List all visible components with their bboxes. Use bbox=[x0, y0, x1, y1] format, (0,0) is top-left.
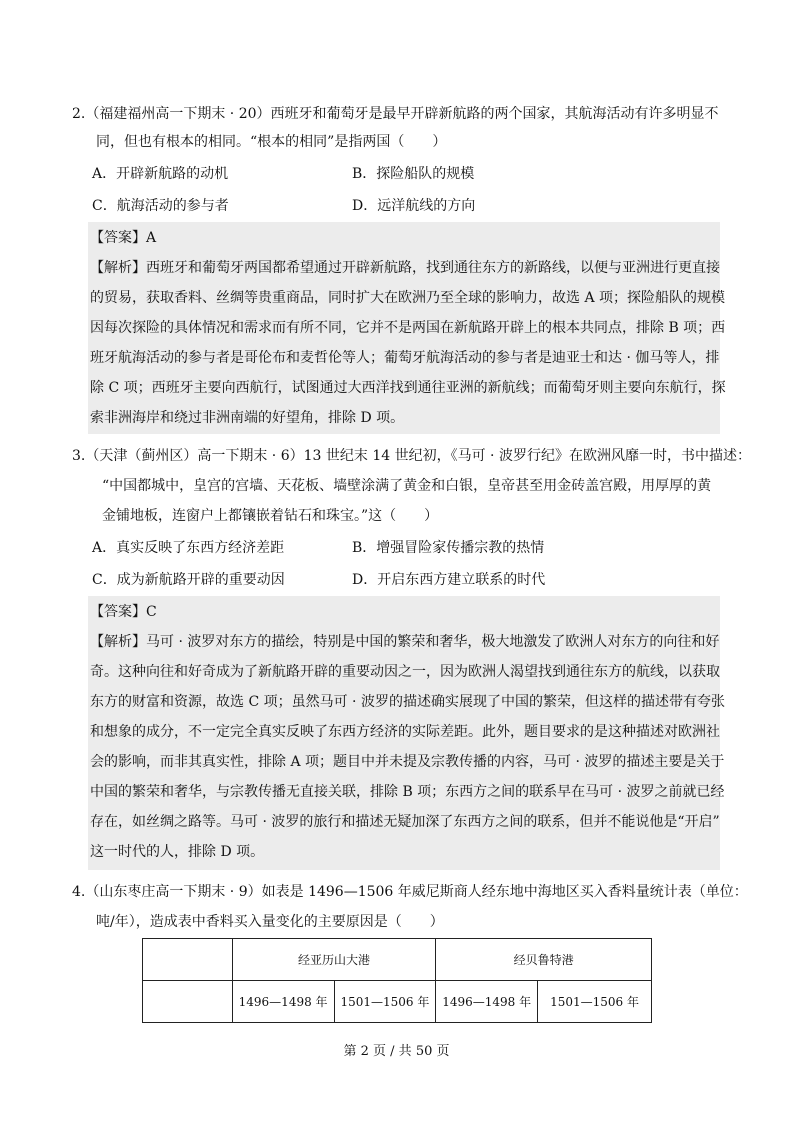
q3-stem-line3: 金铺地板，连窗户上都镶嵌着钻石和珠宝。”这（ ） bbox=[102, 508, 439, 524]
q3-analysis-line: 存在，如丝绸之路等。马可 · 波罗的旅行和描述无疑加深了东西方之间的联系，但并不能说他是“开启” bbox=[90, 814, 720, 830]
table-period-cell: 1496—1498 年 bbox=[232, 981, 334, 1023]
q3-option-d: D．开启东西方建立联系的时代 bbox=[352, 572, 546, 588]
q2-analysis-line: 因每次探险的具体情况和需求而有所不同，它并不是两国在新航路开辟上的根本共同点，排除 B 项；西 bbox=[90, 320, 726, 336]
q3-option-c: C．成为新航路开辟的重要动因 bbox=[92, 572, 285, 588]
table-group-header: 经贝鲁特港 bbox=[436, 939, 652, 981]
q3-analysis-line: 【解析】马可 · 波罗对东方的描绘，特别是中国的繁荣和奢华，极大地激发了欧洲人对东方的向往和好 bbox=[90, 634, 720, 650]
q2-analysis-line: 的贸易，获取香料、丝绸等贵重商品，同时扩大在欧洲乃至全球的影响力，故选 A 项；探险船队的规模 bbox=[90, 290, 726, 306]
q3-analysis-line: 和想象的成分，不一定完全真实反映了东西方经济的实际差距。此外，题目要求的是这种描述对欧洲社 bbox=[90, 724, 720, 740]
q2-option-c: C．航海活动的参与者 bbox=[92, 198, 229, 214]
q2-analysis-line: 索非洲海岸和绕过非洲南端的好望角，排除 D 项。 bbox=[90, 410, 405, 426]
page-footer: 第 2 页 / 共 50 页 bbox=[343, 1044, 450, 1059]
table-group-header: 经亚历山大港 bbox=[232, 939, 436, 981]
q3-option-a: A．真实反映了东西方经济差距 bbox=[92, 540, 285, 556]
q2-stem-line1: 2.（福建福州高一下期末 · 20）西班牙和葡萄牙是最早开辟新航路的两个国家，其航海活动有许多明显不 bbox=[72, 106, 719, 122]
q3-analysis-line: 奇。这种向往和好奇成为了新航路开辟的重要动因之一，因为欧洲人渴望找到通往东方的航线，以获取 bbox=[90, 664, 720, 680]
q3-option-b: B．增强冒险家传播宗教的热情 bbox=[352, 540, 545, 556]
table-period-cell: 1496—1498 年 bbox=[436, 981, 538, 1023]
q4-stem-line1: 4.（山东枣庄高一下期末 · 9）如表是 1496—1506 年威尼斯商人经东地中海地区买入香料量统计表（单位： bbox=[72, 884, 748, 900]
q3-stem-line1: 3.（天津（蓟州区）高一下期末 · 6）13 世纪末 14 世纪初，《马可 · 波罗行纪》在欧洲风靡一时，书中描述： bbox=[72, 448, 751, 464]
q2-analysis-line: 班牙航海活动的参与者是哥伦布和麦哲伦等人；葡萄牙航海活动的参与者是迪亚士和达 · 伽马等人，排 bbox=[90, 350, 720, 366]
table-header-row bbox=[143, 939, 652, 981]
q4-stem-line2: 吨/年），造成表中香料买入量变化的主要原因是（ ） bbox=[96, 914, 444, 930]
q2-option-b: B．探险船队的规模 bbox=[352, 166, 475, 182]
table-corner-cell bbox=[143, 939, 233, 981]
table-period-row bbox=[143, 981, 652, 1023]
q3-answer: 【答案】C bbox=[90, 604, 157, 620]
q2-option-a: A．开辟新航路的动机 bbox=[92, 166, 229, 182]
table-period-cell: 1501—1506 年 bbox=[538, 981, 652, 1023]
q2-option-d: D．远洋航线的方向 bbox=[352, 198, 476, 214]
q2-analysis-line: 【解析】西班牙和葡萄牙两国都希望通过开辟新航路，找到通往东方的新路线，以便与亚洲进行更直接 bbox=[90, 260, 720, 276]
q2-stem-line2: 同，但也有根本的相同。“根本的相同”是指两国（ ） bbox=[96, 134, 447, 150]
table-row-label-cell bbox=[143, 981, 233, 1023]
q3-analysis-line: 会的影响，而非其真实性，排除 A 项；题目中并未提及宗教传播的内容，马可 · 波罗的描述主要是关于 bbox=[90, 754, 725, 770]
q3-analysis-line: 中国的繁荣和奢华，与宗教传播无直接关联，排除 B 项；东西方之间的联系早在马可 · 波罗之前就已经 bbox=[90, 784, 725, 800]
q2-analysis-line: 除 C 项；西班牙主要向西航行，试图通过大西洋找到通往亚洲的新航线；而葡萄牙则主要向东航行，探 bbox=[90, 380, 726, 396]
q3-analysis-line: 这一时代的人，排除 D 项。 bbox=[90, 844, 265, 860]
spice-table bbox=[142, 938, 652, 1023]
q3-analysis-line: 东方的财富和资源，故选 C 项；虽然马可 · 波罗的描述确实展现了中国的繁荣，但这样的描述带有夸张 bbox=[90, 694, 725, 710]
table-period-cell: 1501—1506 年 bbox=[334, 981, 436, 1023]
q3-stem-line2: “中国都城中，皇宫的宫墙、天花板、墙壁涂满了黄金和白银，皇帝甚至用金砖盖宫殿，用厚厚的黄 bbox=[102, 478, 712, 494]
q2-answer: 【答案】A bbox=[90, 230, 157, 246]
